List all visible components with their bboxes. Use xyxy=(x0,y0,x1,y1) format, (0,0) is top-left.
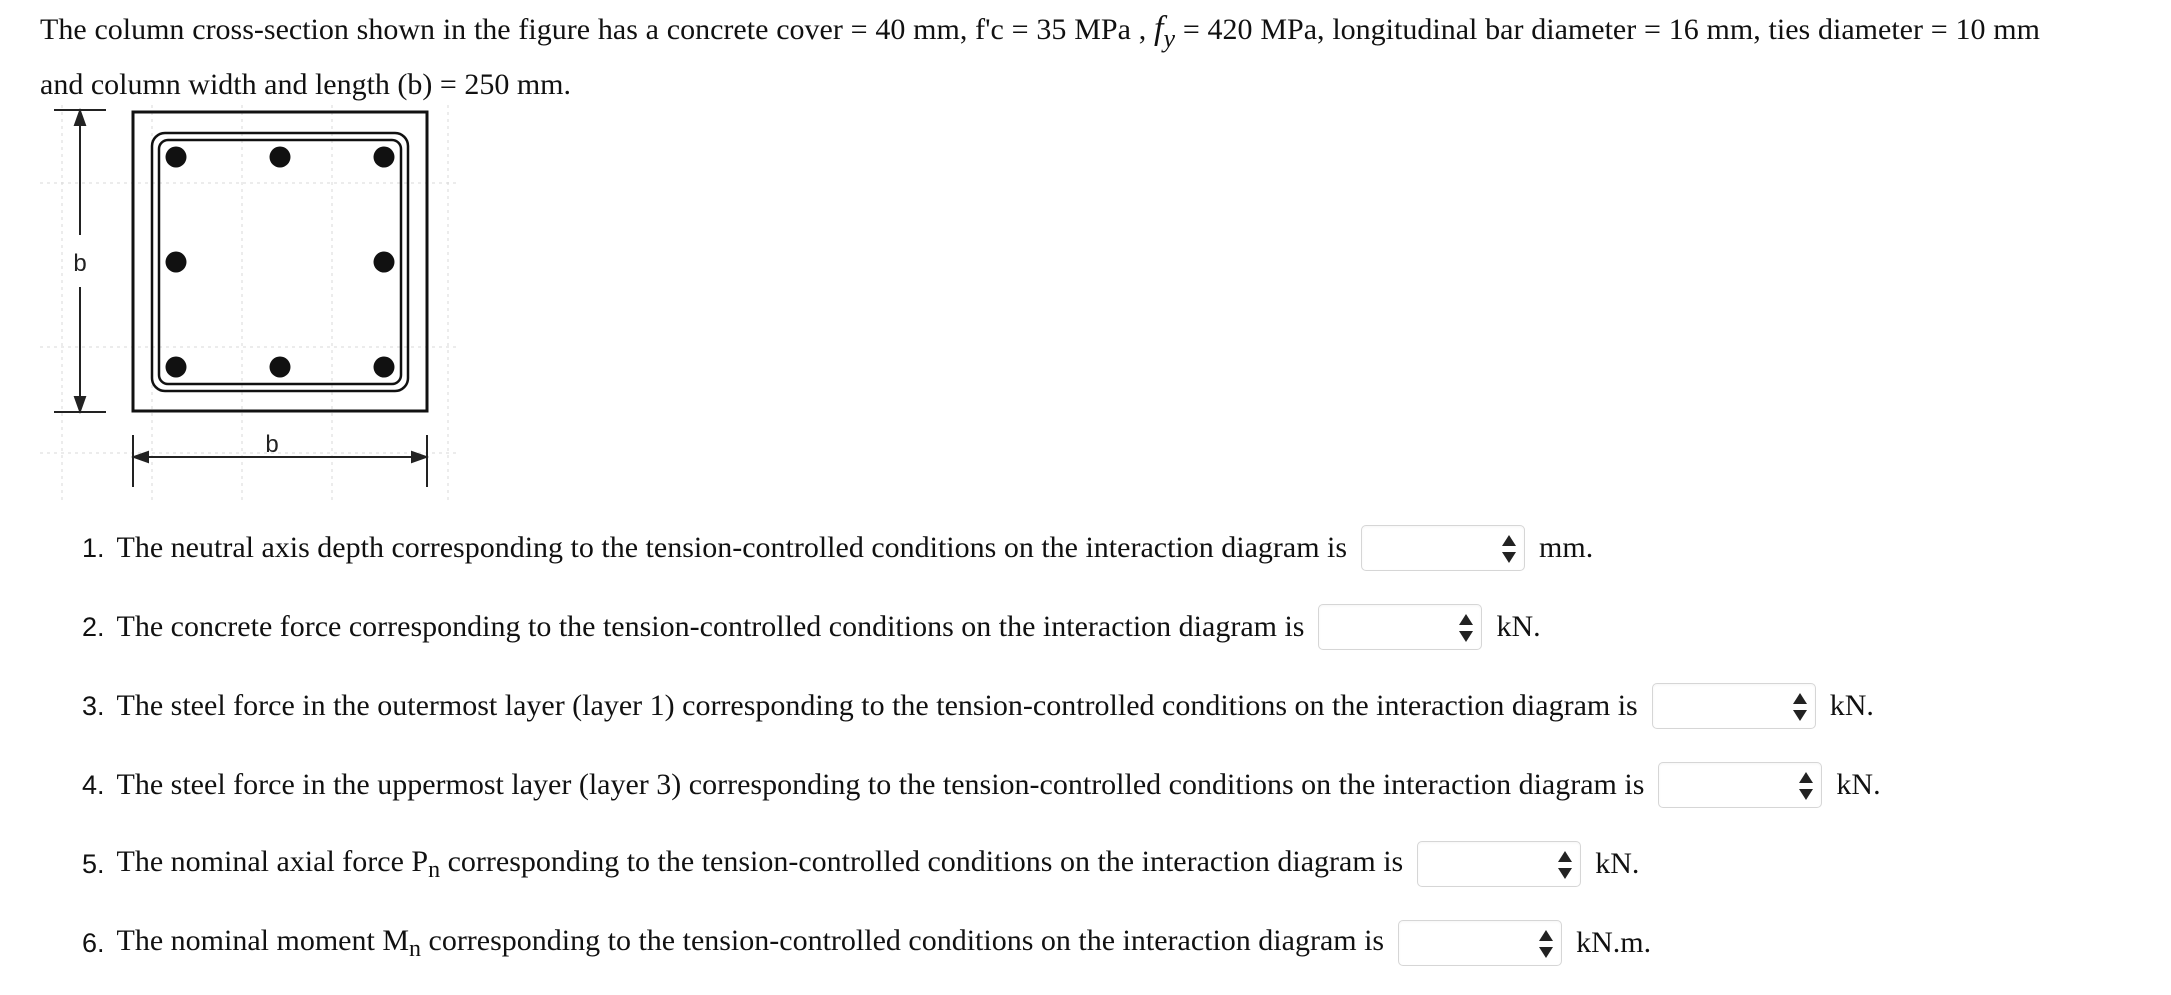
question-1 xyxy=(82,518,1593,578)
question-text: The nominal moment $M_n$ corresponding to the tension-controlled conditions on the interaction diagram is xyxy=(116,923,1385,962)
answer-spinbox-3[interactable] xyxy=(1652,683,1816,729)
answer-spinbox-6[interactable] xyxy=(1398,920,1562,966)
question-text: The neutral axis depth corresponding to the tension-controlled conditions on the interaction diagram is xyxy=(116,531,1348,564)
answer-unit: kN. xyxy=(1829,689,1874,722)
answer-unit: kN. xyxy=(1836,768,1881,801)
answer-unit: kN. xyxy=(1595,847,1640,880)
question-number: 3. xyxy=(82,690,105,721)
bar xyxy=(374,252,395,273)
question-5 xyxy=(82,834,1639,894)
question-3 xyxy=(82,676,1874,736)
horizontal-dimension-line xyxy=(133,435,427,487)
bar xyxy=(374,147,395,168)
dimension-label-vertical: b xyxy=(73,250,87,277)
arrow-down-icon[interactable] xyxy=(1502,552,1516,563)
bar xyxy=(270,147,291,168)
spinner-arrows-icon[interactable] xyxy=(1539,930,1553,958)
intro-text-a: The column cross-section shown in the figure has a concrete cover = 40 mm, f'c = 35 MPa , xyxy=(40,13,1155,46)
answer-unit: kN. xyxy=(1496,610,1541,643)
answer-unit: kN.m. xyxy=(1576,926,1652,959)
question-number: 1. xyxy=(82,532,105,563)
answer-spinbox-2[interactable] xyxy=(1318,604,1482,650)
question-4 xyxy=(82,755,1881,815)
arrow-down-icon[interactable] xyxy=(1558,868,1572,879)
answer-spinbox-4[interactable] xyxy=(1658,762,1822,808)
spinner-arrows-icon[interactable] xyxy=(1502,535,1516,563)
bar xyxy=(166,252,187,273)
answer-spinbox-1[interactable] xyxy=(1361,525,1525,571)
spinner-arrows-icon[interactable] xyxy=(1459,614,1473,642)
arrow-up-icon[interactable] xyxy=(1793,693,1807,704)
question-6 xyxy=(82,913,1651,973)
answer-value[interactable] xyxy=(1659,763,1821,807)
question-text: The steel force in the outermost layer (layer 1) corresponding to the tension-controlled conditions on the interaction diagram is xyxy=(116,689,1638,722)
subscript-n: n xyxy=(409,935,421,962)
question-text: The concrete force corresponding to the tension-controlled conditions on the interaction diagram is xyxy=(116,610,1305,643)
arrow-down-icon[interactable] xyxy=(1459,631,1473,642)
answer-unit: mm. xyxy=(1539,531,1594,564)
tie-outer xyxy=(152,133,408,391)
arrow-up-icon[interactable] xyxy=(1558,851,1572,862)
subscript-n: n xyxy=(428,856,441,883)
background-grid xyxy=(40,105,460,500)
arrow-down-icon[interactable] xyxy=(1793,710,1807,721)
problem-statement xyxy=(40,6,2040,108)
arrow-up-icon[interactable] xyxy=(1539,930,1553,941)
spinner-arrows-icon[interactable] xyxy=(1558,851,1572,879)
bar xyxy=(166,357,187,378)
answer-value[interactable] xyxy=(1362,526,1524,570)
arrow-up-icon[interactable] xyxy=(1502,535,1516,546)
answer-value[interactable] xyxy=(1399,921,1561,965)
question-number: 2. xyxy=(82,611,105,642)
bar xyxy=(374,357,395,378)
answer-value[interactable] xyxy=(1653,684,1815,728)
column-cross-section-figure xyxy=(40,105,460,505)
question-number: 4. xyxy=(82,769,105,800)
arrow-down-icon[interactable] xyxy=(1539,947,1553,958)
question-text: The steel force in the uppermost layer (layer 3) corresponding to the tension-controlled conditions on the interaction diagram is xyxy=(116,768,1645,801)
dimension-label-horizontal: b xyxy=(265,431,279,458)
answer-value[interactable] xyxy=(1319,605,1481,649)
spinner-arrows-icon[interactable] xyxy=(1793,693,1807,721)
question-number: 6. xyxy=(82,927,105,958)
bar xyxy=(270,357,291,378)
bar xyxy=(166,147,187,168)
answer-value[interactable] xyxy=(1418,842,1580,886)
question-text: The nominal axial force $P_n$ corresponding to the tension-controlled conditions on the interaction diagram is xyxy=(116,844,1404,883)
question-number: 5. xyxy=(82,848,105,879)
fy-symbol: $f_y$ xyxy=(1154,10,1176,53)
answer-spinbox-5[interactable] xyxy=(1417,841,1581,887)
longitudinal-bars xyxy=(166,147,395,378)
arrow-up-icon[interactable] xyxy=(1459,614,1473,625)
question-2 xyxy=(82,597,1541,657)
spinner-arrows-icon[interactable] xyxy=(1799,772,1813,800)
arrow-up-icon[interactable] xyxy=(1799,772,1813,783)
intro-text-b: = 420 MPa, longitudinal bar diameter = 16 mm, ties diameter = 10 mm and column width and length (b) = 250 mm. xyxy=(40,13,2040,101)
arrow-down-icon[interactable] xyxy=(1799,789,1813,800)
